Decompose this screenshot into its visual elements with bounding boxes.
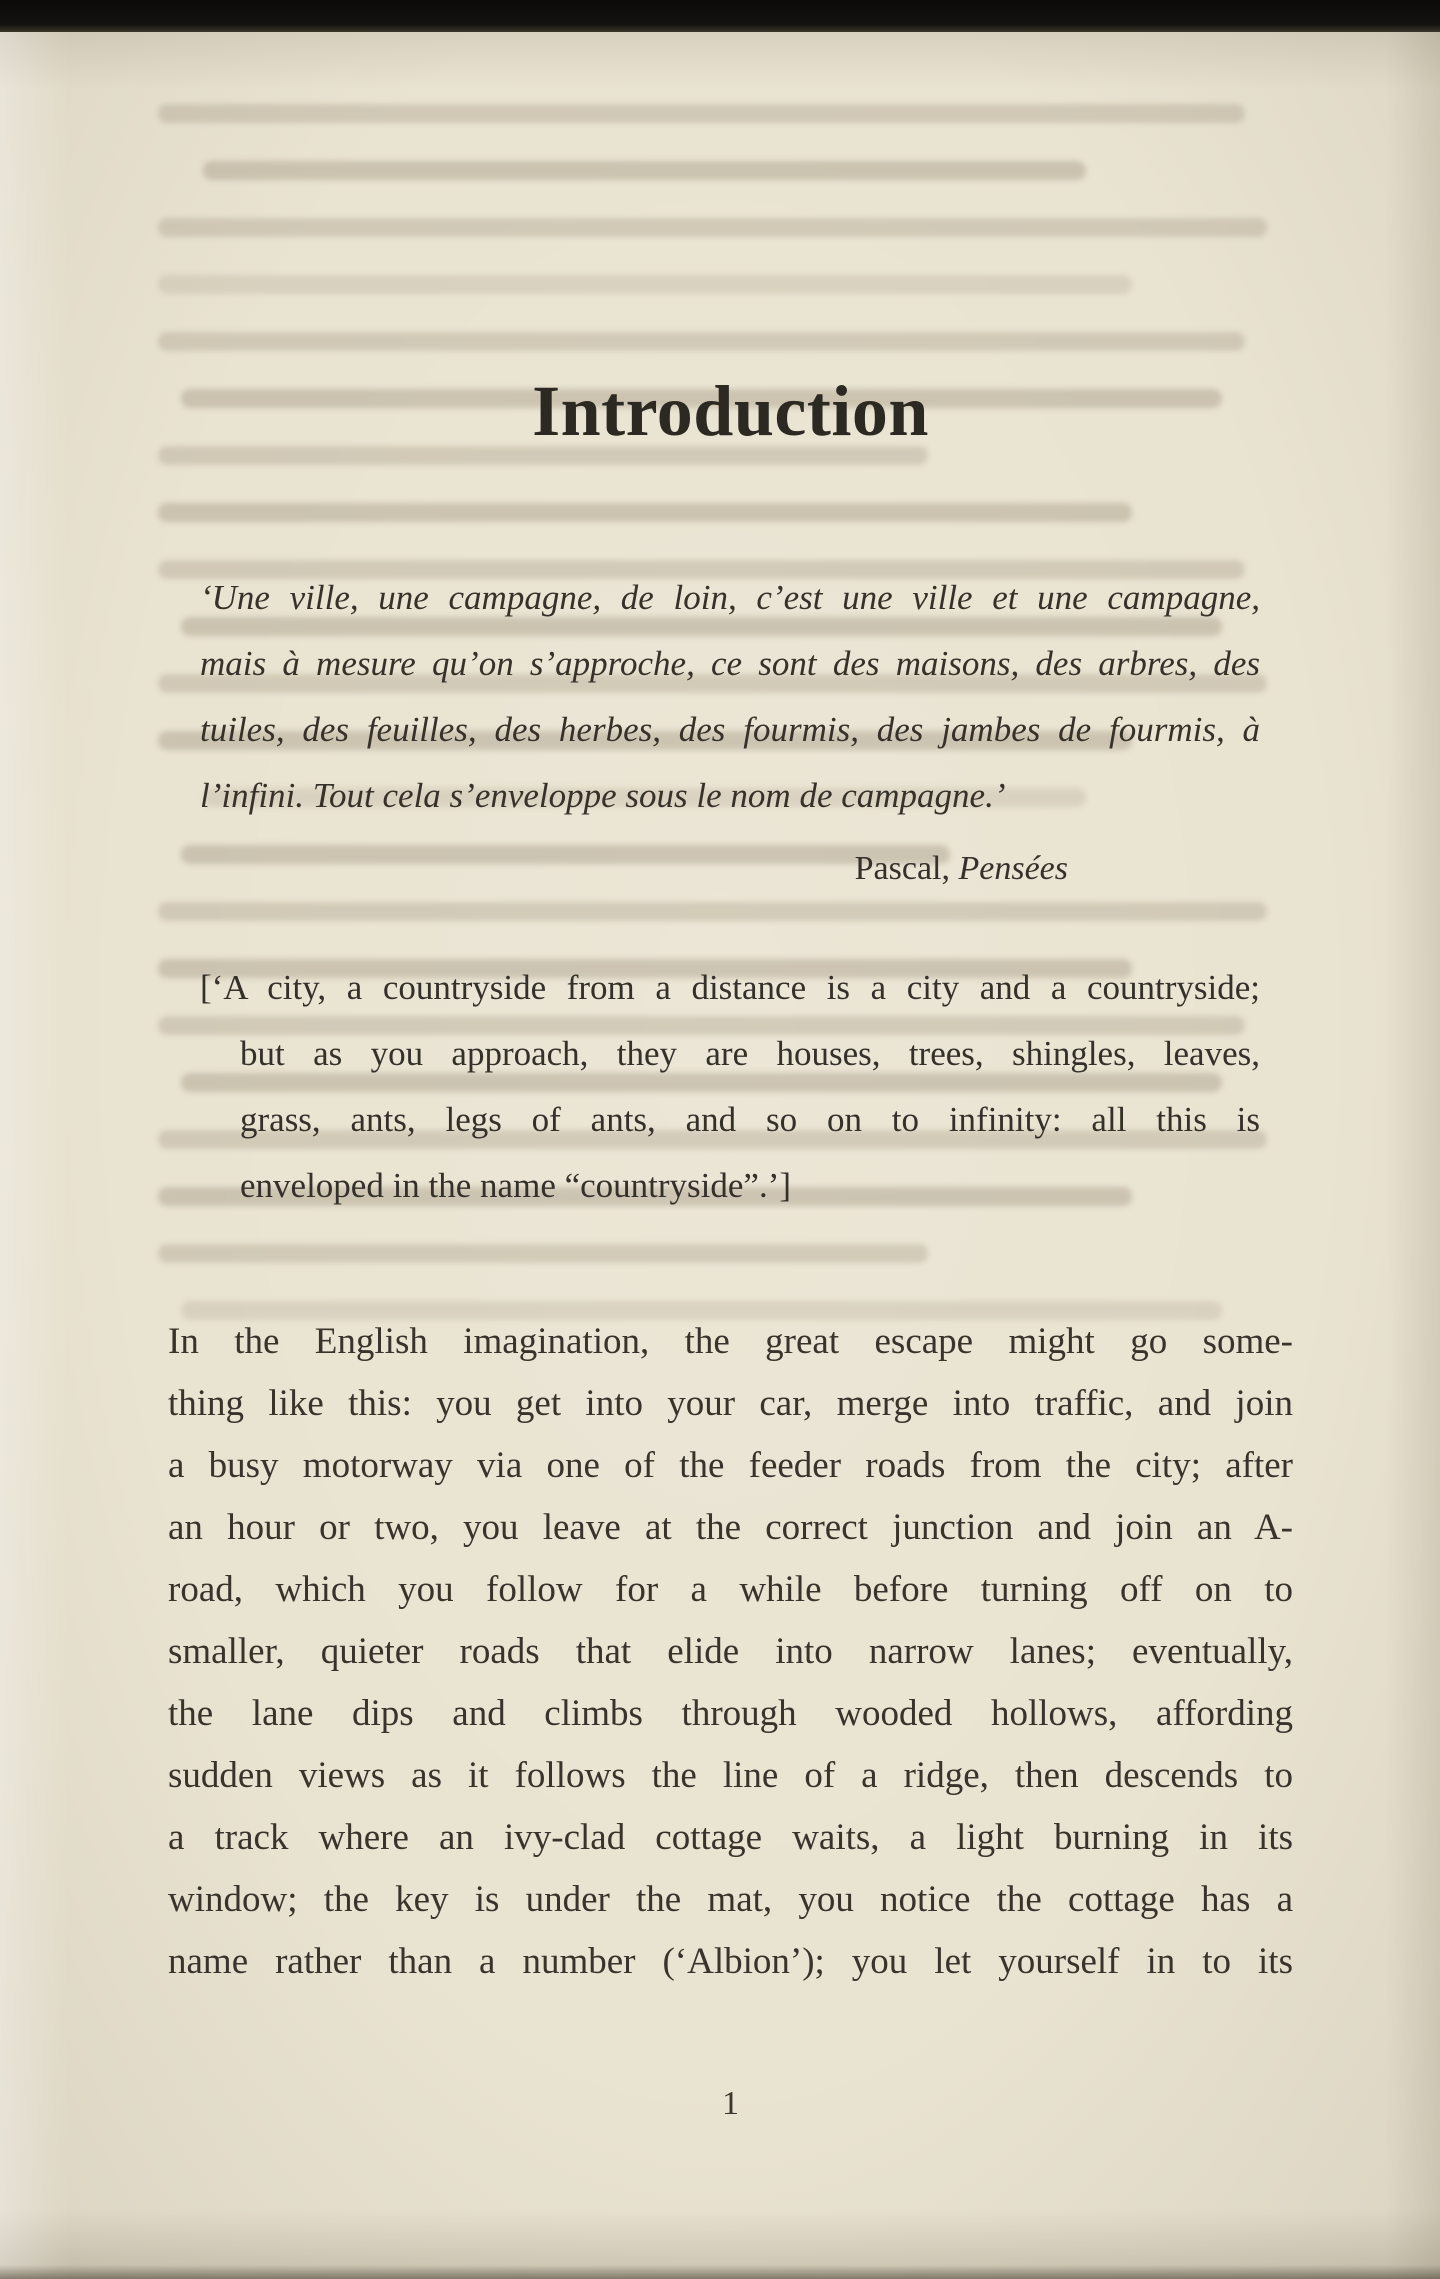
text-line: name rather than a number (‘Albion’); you let yourself in to its xyxy=(168,1941,1293,1982)
scanner-top-edge xyxy=(0,0,1440,32)
text-line: a track where an ivy-clad cottage waits, a light burning in its xyxy=(168,1817,1293,1858)
text-line: l’infini. Tout cela s’enveloppe sous le nom de campagne.’ xyxy=(200,776,1006,815)
text-line: [‘A city, a countryside from a distance is a city and a countryside; xyxy=(200,968,1260,1007)
attribution-work: Pensées xyxy=(958,850,1068,887)
text-line: an hour or two, you leave at the correct junction and join an A- xyxy=(168,1507,1293,1548)
text-line: ‘Une ville, une campagne, de loin, c’est une ville et une campagne, xyxy=(200,578,1260,617)
text-line: mais à mesure qu’on s’approche, ce sont des maisons, des arbres, des xyxy=(200,644,1260,683)
text-line: thing like this: you get into your car, merge into traffic, and join xyxy=(168,1383,1293,1424)
text-line: grass, ants, legs of ants, and so on to infinity: all this is xyxy=(240,1100,1260,1139)
epigraph-attribution xyxy=(168,845,1068,893)
text-line: a busy motorway via one of the feeder roads from the city; after xyxy=(168,1445,1293,1486)
text-line: tuiles, des feuilles, des herbes, des fourmis, des jambes de fourmis, à xyxy=(200,710,1260,749)
text-line: enveloped in the name “countryside”.’] xyxy=(240,1166,792,1205)
text-line: smaller, quieter roads that elide into narrow lanes; eventually, xyxy=(168,1631,1293,1672)
epigraph-quote xyxy=(200,565,1260,829)
text-line: the lane dips and climbs through wooded hollows, affording xyxy=(168,1693,1293,1734)
body-paragraph xyxy=(168,1311,1293,1993)
epigraph-translation xyxy=(200,955,1260,1219)
page-title: Introduction xyxy=(532,371,929,451)
text-line: road, which you follow for a while before turning off on to xyxy=(168,1569,1293,1610)
text-line: In the English imagination, the great escape might go some- xyxy=(168,1321,1293,1362)
text-line: window; the key is under the mat, you notice the cottage has a xyxy=(168,1879,1293,1920)
page-bottom-edge xyxy=(0,2265,1440,2279)
page-number: 1 xyxy=(722,2085,739,2122)
attribution-author: Pascal, xyxy=(854,850,950,887)
text-line: but as you approach, they are houses, trees, shingles, leaves, xyxy=(240,1034,1260,1073)
text-line: sudden views as it follows the line of a ridge, then descends to xyxy=(168,1755,1293,1796)
